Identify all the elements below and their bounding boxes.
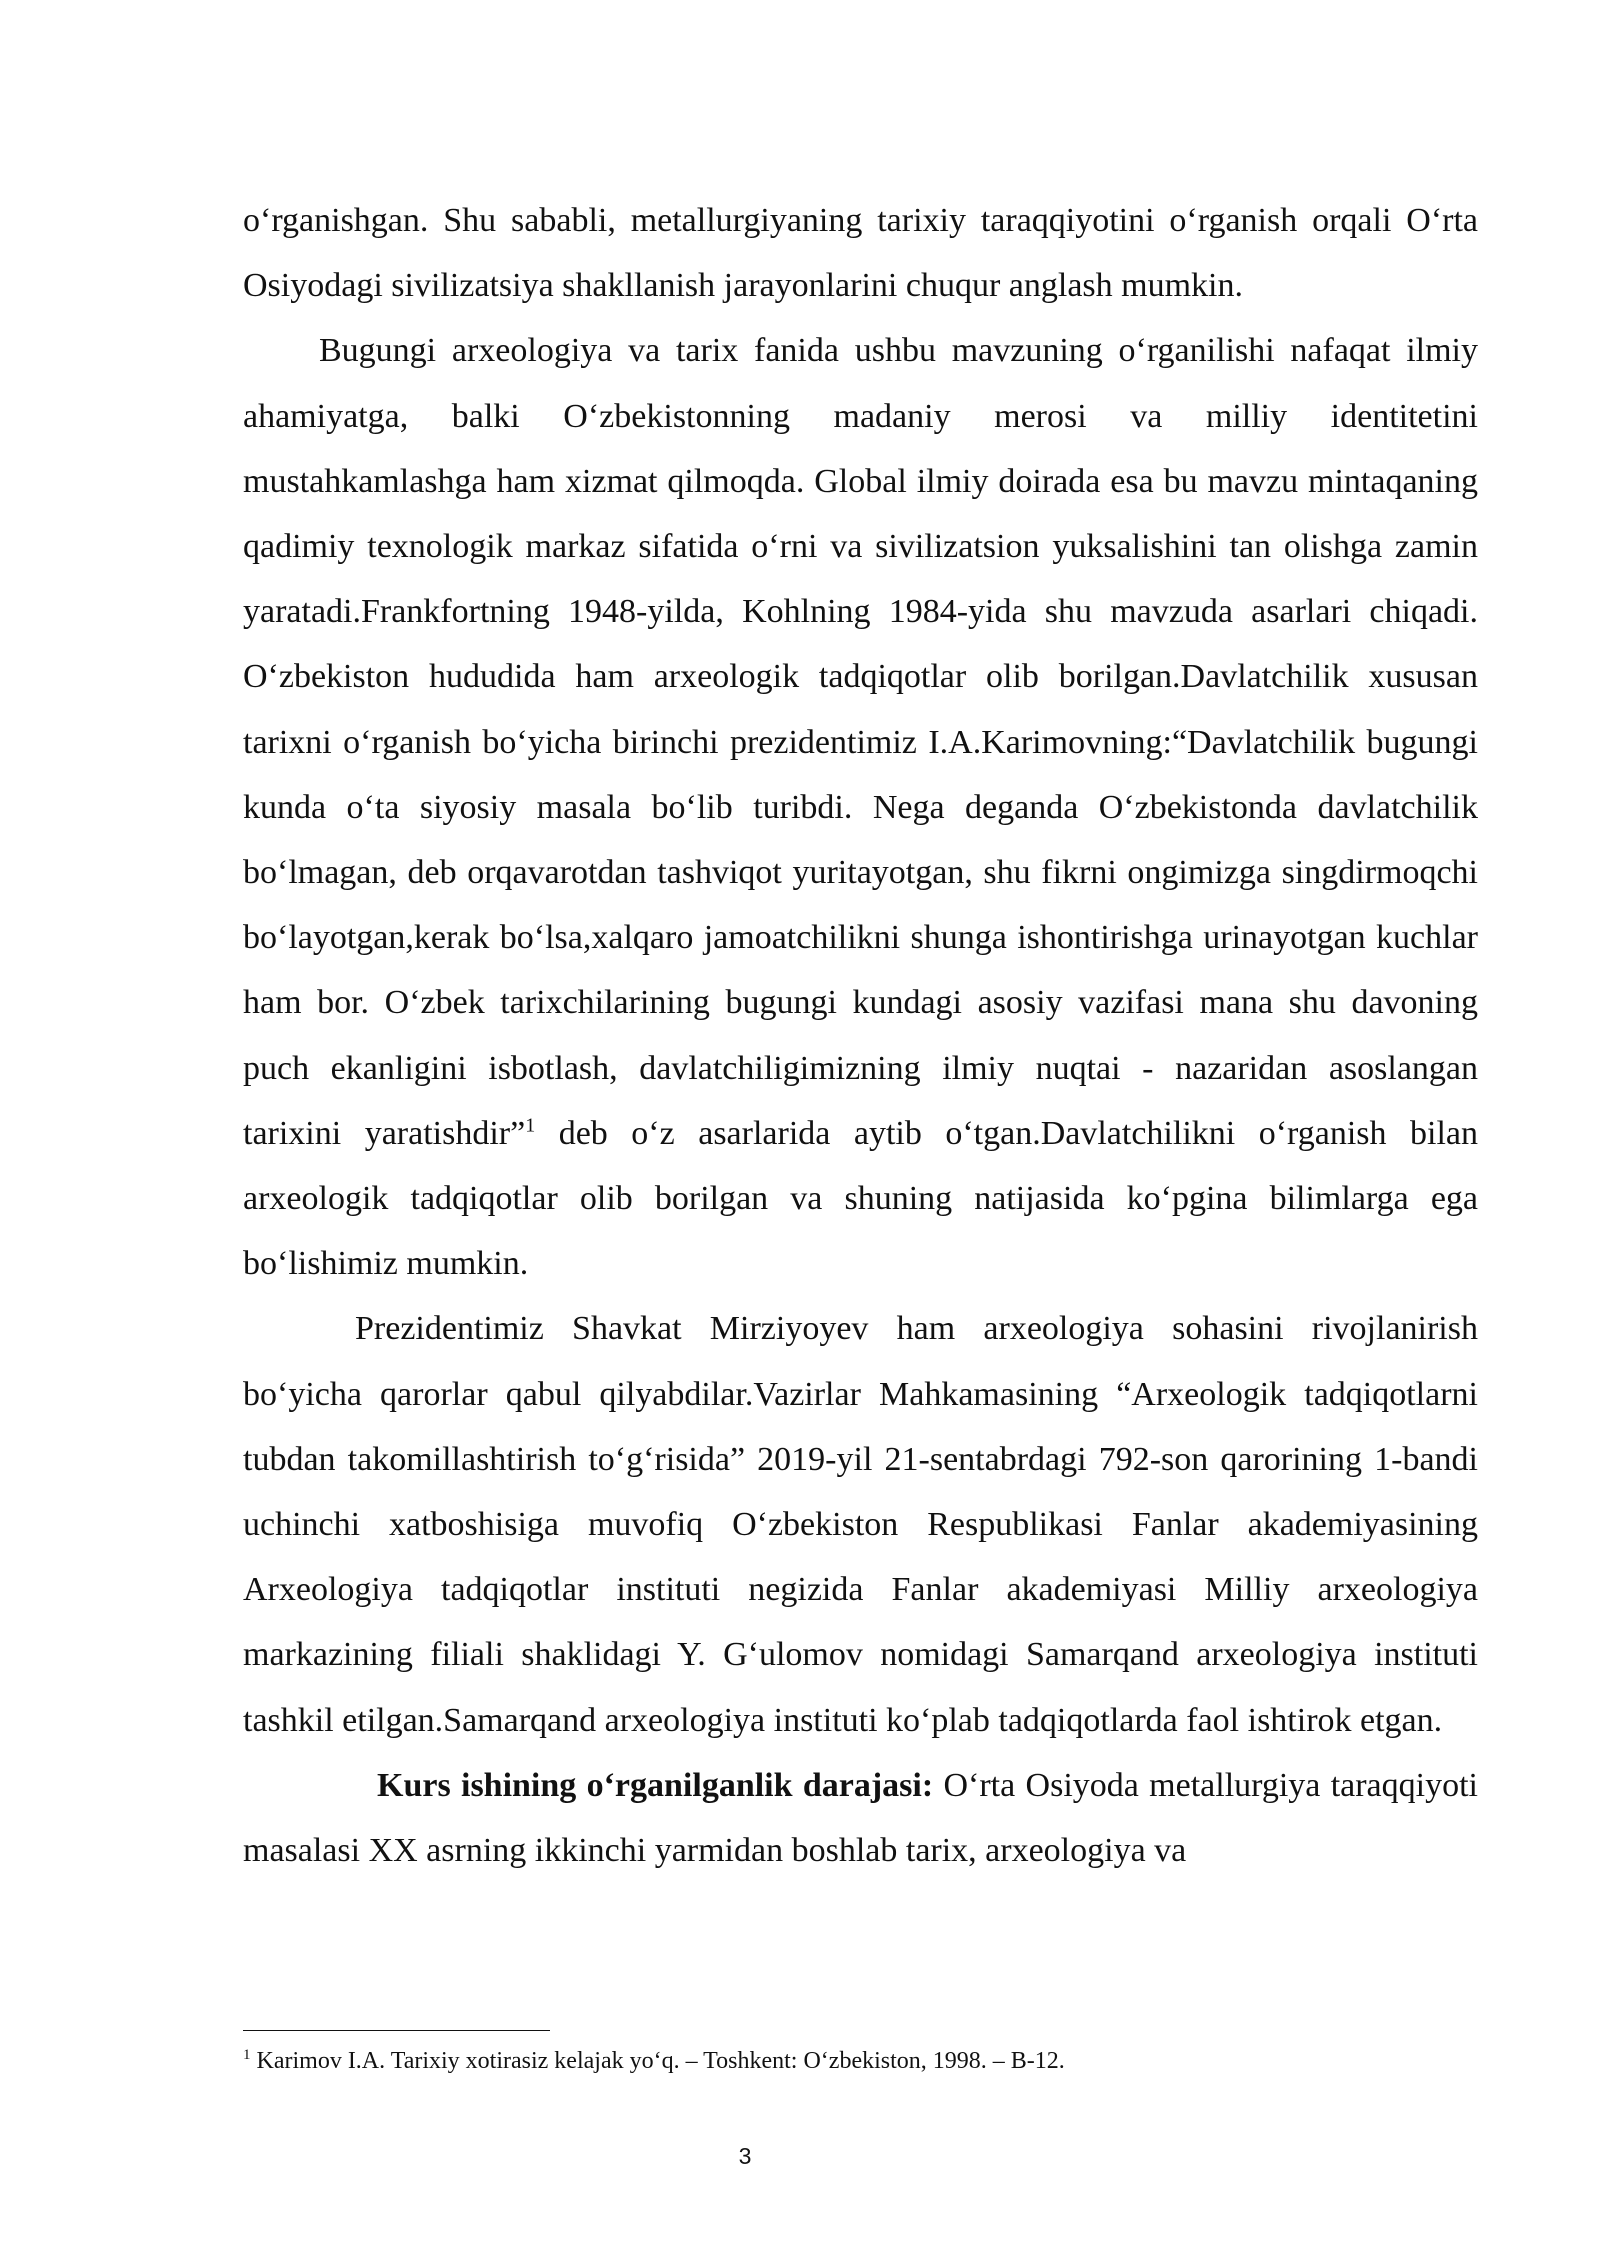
footnote-reference[interactable]: 1 (525, 1114, 536, 1137)
paragraph-text: o‘rganishgan. Shu sababli, metallurgiyaning tarixiy taraqqiyotini o‘rganish orqali O‘rta Osiyodagi sivilizatsiya shakllanish jarayonlarini chuqur anglash mumkin. (243, 202, 1478, 305)
paragraph-study-level (243, 1753, 1478, 1883)
paragraph-text-after-reference: deb o‘z asarlarida aytib o‘tgan.Davlatchilikni o‘rganish bilan arxeologik tadqiqotlar olib borilgan va shuning natijasida ko‘pgina bilimlarga ega bo‘lishimiz mumkin. (243, 1114, 1479, 1283)
paragraph-text: Bugungi arxeologiya va tarix fanida ushbu mavzuning o‘rganilishi nafaqat ilmiy ahamiyatga, balki O‘zbekistonning madaniy merosi va milliy identitetini mustahkamlashga ham xizmat qilmoqda. Global ilmiy doirada esa bu mavzu mintaqaning qadimiy texnologik markaz sifatida o‘rni va sivilizatsion yuksalishini tan olishga zamin yaratadi.Frankfortning 1948-yilda, Kohlning 1984-yida shu mavzuda asarlari chiqadi. O‘zbekiston hududida ham arxeologik tadqiqotlar olib borilgan.Davlatchilik xususan tarixni o‘rganish bo‘yicha birinchi prezidentimiz I.A.Karimovning:“Davlatchilik bugungi kunda o‘ta siyosiy masala bo‘lib turibdi. Nega deganda O‘zbekistonda davlatchilik bo‘lmagan, deb orqavarotdan tashviqot yuritayotgan, shu fikrni ongimizga singdirmoqchi bo‘layotgan,kerak bo‘lsa,xalqaro jamoatchilikni shunga ishontirishga urinayotgan kuchlar ham bor. O‘zbek tarixchilarining bugungi kundagi asosiy vazifasi mana shu davoning puch ekanligini isbotlash, davlatchiligimizning ilmiy nuqtai - nazaridan asoslangan tarixini yaratishdir” (243, 332, 1478, 1152)
footnote-text: Karimov I.A. Tarixiy xotirasiz kelajak yo‘q. – Toshkent: O‘zbekiston, 1998. – B-12. (250, 2048, 1065, 2074)
footnote-separator (243, 2030, 550, 2031)
footnote (243, 2045, 1478, 2077)
paragraph-text: Prezidentimiz Shavkat Mirziyoyev ham arxeologiya sohasini rivojlanirish bo‘yicha qarorlar qabul qilyabdilar.Vazirlar Mahkamasining “Arxeologik tadqiqotlarni tubdan takomillashtirish to‘g‘risida” 2019-yil 21-sentabrdagi 792-son qarorining 1-bandi uchinchi xatboshisiga muvofiq O‘zbekiston Respublikasi Fanlar akademiyasining Arxeologiya tadqiqotlar instituti negizida Fanlar akademiyasi Milliy arxeologiya markazining filiali shaklidagi Y. G‘ulomov nomidagi Samarqand arxeologiya instituti tashkil etilgan.Samarqand arxeologiya instituti ko‘plab tadqiqotlarda faol ishtirok etgan. (243, 1310, 1478, 1739)
paragraph-continuation (243, 188, 1478, 318)
paragraph-mirziyoyev-decree (243, 1296, 1478, 1752)
section-heading-inline: Kurs ishining o‘rganilganlik darajasi: (377, 1766, 934, 1804)
paragraph-text: O‘rta Osiyoda metallurgiya taraqqiyoti masalasi XX asrning ikkinchi yarmidan boshlab tarix, arxeologiya va (243, 1766, 1478, 1870)
page-number: 3 (738, 2143, 752, 2169)
body-text (243, 188, 1478, 1883)
paragraph-archaeology-importance (243, 318, 1478, 1296)
footnote-number: 1 (243, 2047, 251, 2063)
